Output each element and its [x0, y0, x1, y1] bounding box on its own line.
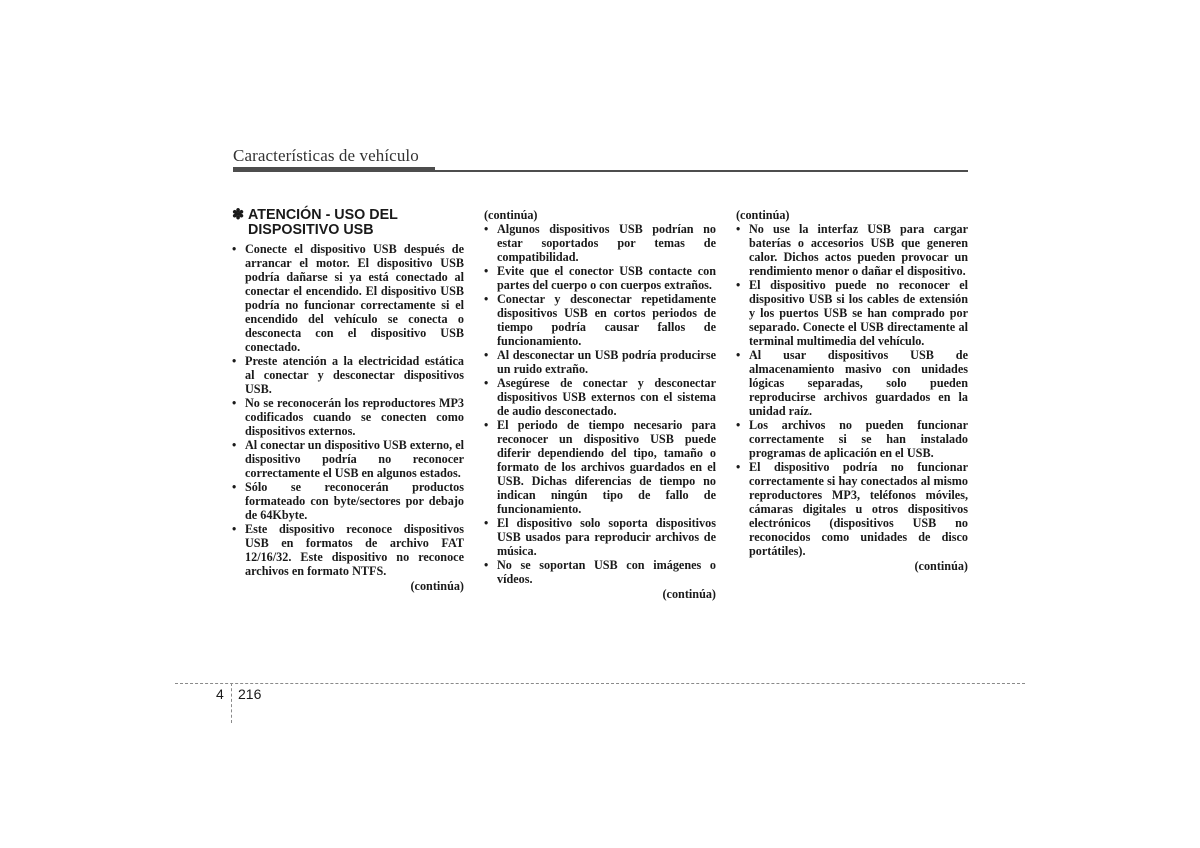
list-item — [736, 418, 968, 460]
header-rule-thick — [233, 167, 435, 172]
bullet-list — [736, 222, 968, 558]
list-item-text: Los archivos no pueden funcionar correctamente si se han instalado programas de aplicación en el USB. — [749, 418, 968, 460]
list-item-text: Evite que el conector USB contacte con partes del cuerpo o con cuerpos extraños. — [497, 264, 716, 292]
list-item — [232, 480, 464, 522]
bullet-list — [232, 242, 464, 578]
bullet-icon: • — [232, 396, 237, 410]
chapter-number: 4 — [216, 686, 224, 702]
continued-label: (continúa) — [410, 579, 464, 593]
list-item — [736, 278, 968, 348]
list-item — [484, 516, 716, 558]
list-item-text: No use la interfaz USB para cargar baterías o accesorios USB que generen calor. Dichos actos pueden provocar un rendimiento menor o dañar el dispositivo. — [749, 222, 968, 278]
list-item — [484, 418, 716, 516]
list-item-text: El dispositivo solo soporta dispositivos USB usados para reproducir archivos de música. — [497, 516, 716, 558]
list-item — [232, 242, 464, 354]
list-item-text: No se soportan USB con imágenes o vídeos. — [497, 558, 716, 586]
bullet-icon: • — [232, 242, 237, 256]
bullet-icon: • — [484, 516, 489, 530]
continued-label: (continúa) — [914, 559, 968, 573]
bullet-icon: • — [232, 522, 237, 536]
list-item-text: Este dispositivo reconoce dispositivos USB en formatos de archivo FAT 12/16/32. Este dispositivo no reconoce archivos en formato NTFS. — [245, 522, 464, 578]
column-2 — [484, 208, 716, 601]
list-item — [484, 376, 716, 418]
header-title: Características de vehículo — [233, 146, 419, 165]
list-item-text: Preste atención a la electricidad estática al conectar y desconectar dispositivos USB. — [245, 354, 464, 396]
column-1 — [232, 208, 464, 593]
bullet-icon: • — [736, 460, 741, 474]
footer-dashed-divider — [231, 683, 232, 723]
list-item-text: El dispositivo podría no funcionar correctamente si hay conectados al mismo reproductores MP3, teléfonos móviles, cámaras digitales u otros dispositivos electrónicos (dispositivos USB no reconocidos como unidades de disco portátiles). — [749, 460, 968, 558]
bullet-list — [484, 222, 716, 586]
bullet-icon: • — [484, 376, 489, 390]
bullet-icon: • — [484, 222, 489, 236]
list-item — [232, 522, 464, 578]
bullet-icon: • — [736, 278, 741, 292]
bullet-icon: • — [736, 418, 741, 432]
list-item-text: Al conectar un dispositivo USB externo, el dispositivo podría no reconocer correctamente el USB en algunos estados. — [245, 438, 464, 480]
page-number: 216 — [238, 686, 262, 702]
section-title — [232, 208, 464, 238]
list-item — [232, 354, 464, 396]
bullet-icon: • — [736, 222, 741, 236]
asterisk-icon: ✽ — [232, 207, 244, 223]
list-item-text: Sólo se reconocerán productos formateado con byte/sectores por debajo de 64Kbyte. — [245, 480, 464, 522]
bullet-icon: • — [484, 292, 489, 306]
bullet-icon: • — [484, 418, 489, 432]
list-item — [484, 292, 716, 348]
footer-dashed-rule — [175, 683, 1025, 684]
list-item — [484, 348, 716, 376]
continued-label: (continúa) — [736, 208, 790, 222]
continued-label: (continúa) — [484, 208, 538, 222]
continued-label: (continúa) — [662, 587, 716, 601]
bullet-icon: • — [232, 438, 237, 452]
list-item-text: No se reconocerán los reproductores MP3 codificados cuando se conecten como dispositivos externos. — [245, 396, 464, 438]
bullet-icon: • — [232, 354, 237, 368]
list-item — [484, 264, 716, 292]
bullet-icon: • — [484, 264, 489, 278]
list-item — [736, 222, 968, 278]
list-item — [232, 396, 464, 438]
column-3 — [736, 208, 968, 573]
list-item — [232, 438, 464, 480]
list-item-text: El periodo de tiempo necesario para reconocer un dispositivo USB puede diferir dependiendo del tipo, tamaño o formato de los archivos guardados en el USB. Dichas diferencias de tiempo no indican ningún tipo de fallo de funcionamiento. — [497, 418, 716, 516]
header-rule-thin — [435, 170, 968, 172]
bullet-icon: • — [484, 558, 489, 572]
list-item-text: Algunos dispositivos USB podrían no estar soportados por temas de compatibilidad. — [497, 222, 716, 264]
bullet-icon: • — [736, 348, 741, 362]
list-item-text: Asegúrese de conectar y desconectar dispositivos USB externos con el sistema de audio desconectado. — [497, 376, 716, 418]
list-item-text: El dispositivo puede no reconocer el dispositivo USB si los cables de extensión y los puertos USB se han comprado por separado. Conecte el USB directamente al terminal multimedia del vehículo. — [749, 278, 968, 348]
list-item — [736, 348, 968, 418]
list-item — [484, 222, 716, 264]
list-item-text: Al usar dispositivos USB de almacenamiento masivo con unidades lógicas separadas, solo pueden reproducirse archivos guardados en la unidad raíz. — [749, 348, 968, 418]
list-item-text: Al desconectar un USB podría producirse un ruido extraño. — [497, 348, 716, 376]
list-item — [484, 558, 716, 586]
bullet-icon: • — [232, 480, 237, 494]
section-title-text: ATENCIÓN - USO DEL DISPOSITIVO USB — [248, 207, 398, 238]
list-item — [736, 460, 968, 558]
bullet-icon: • — [484, 348, 489, 362]
list-item-text: Conecte el dispositivo USB después de arrancar el motor. El dispositivo USB podría dañarse si ya está conectado al conectar el encendido. El dispositivo USB podría no funcionar correctamente si el encendido del vehículo se conecta o desconecta con el dispositivo USB conectado. — [245, 242, 464, 354]
list-item-text: Conectar y desconectar repetidamente dispositivos USB en cortos periodos de tiempo podría causar fallos de funcionamiento. — [497, 292, 716, 348]
